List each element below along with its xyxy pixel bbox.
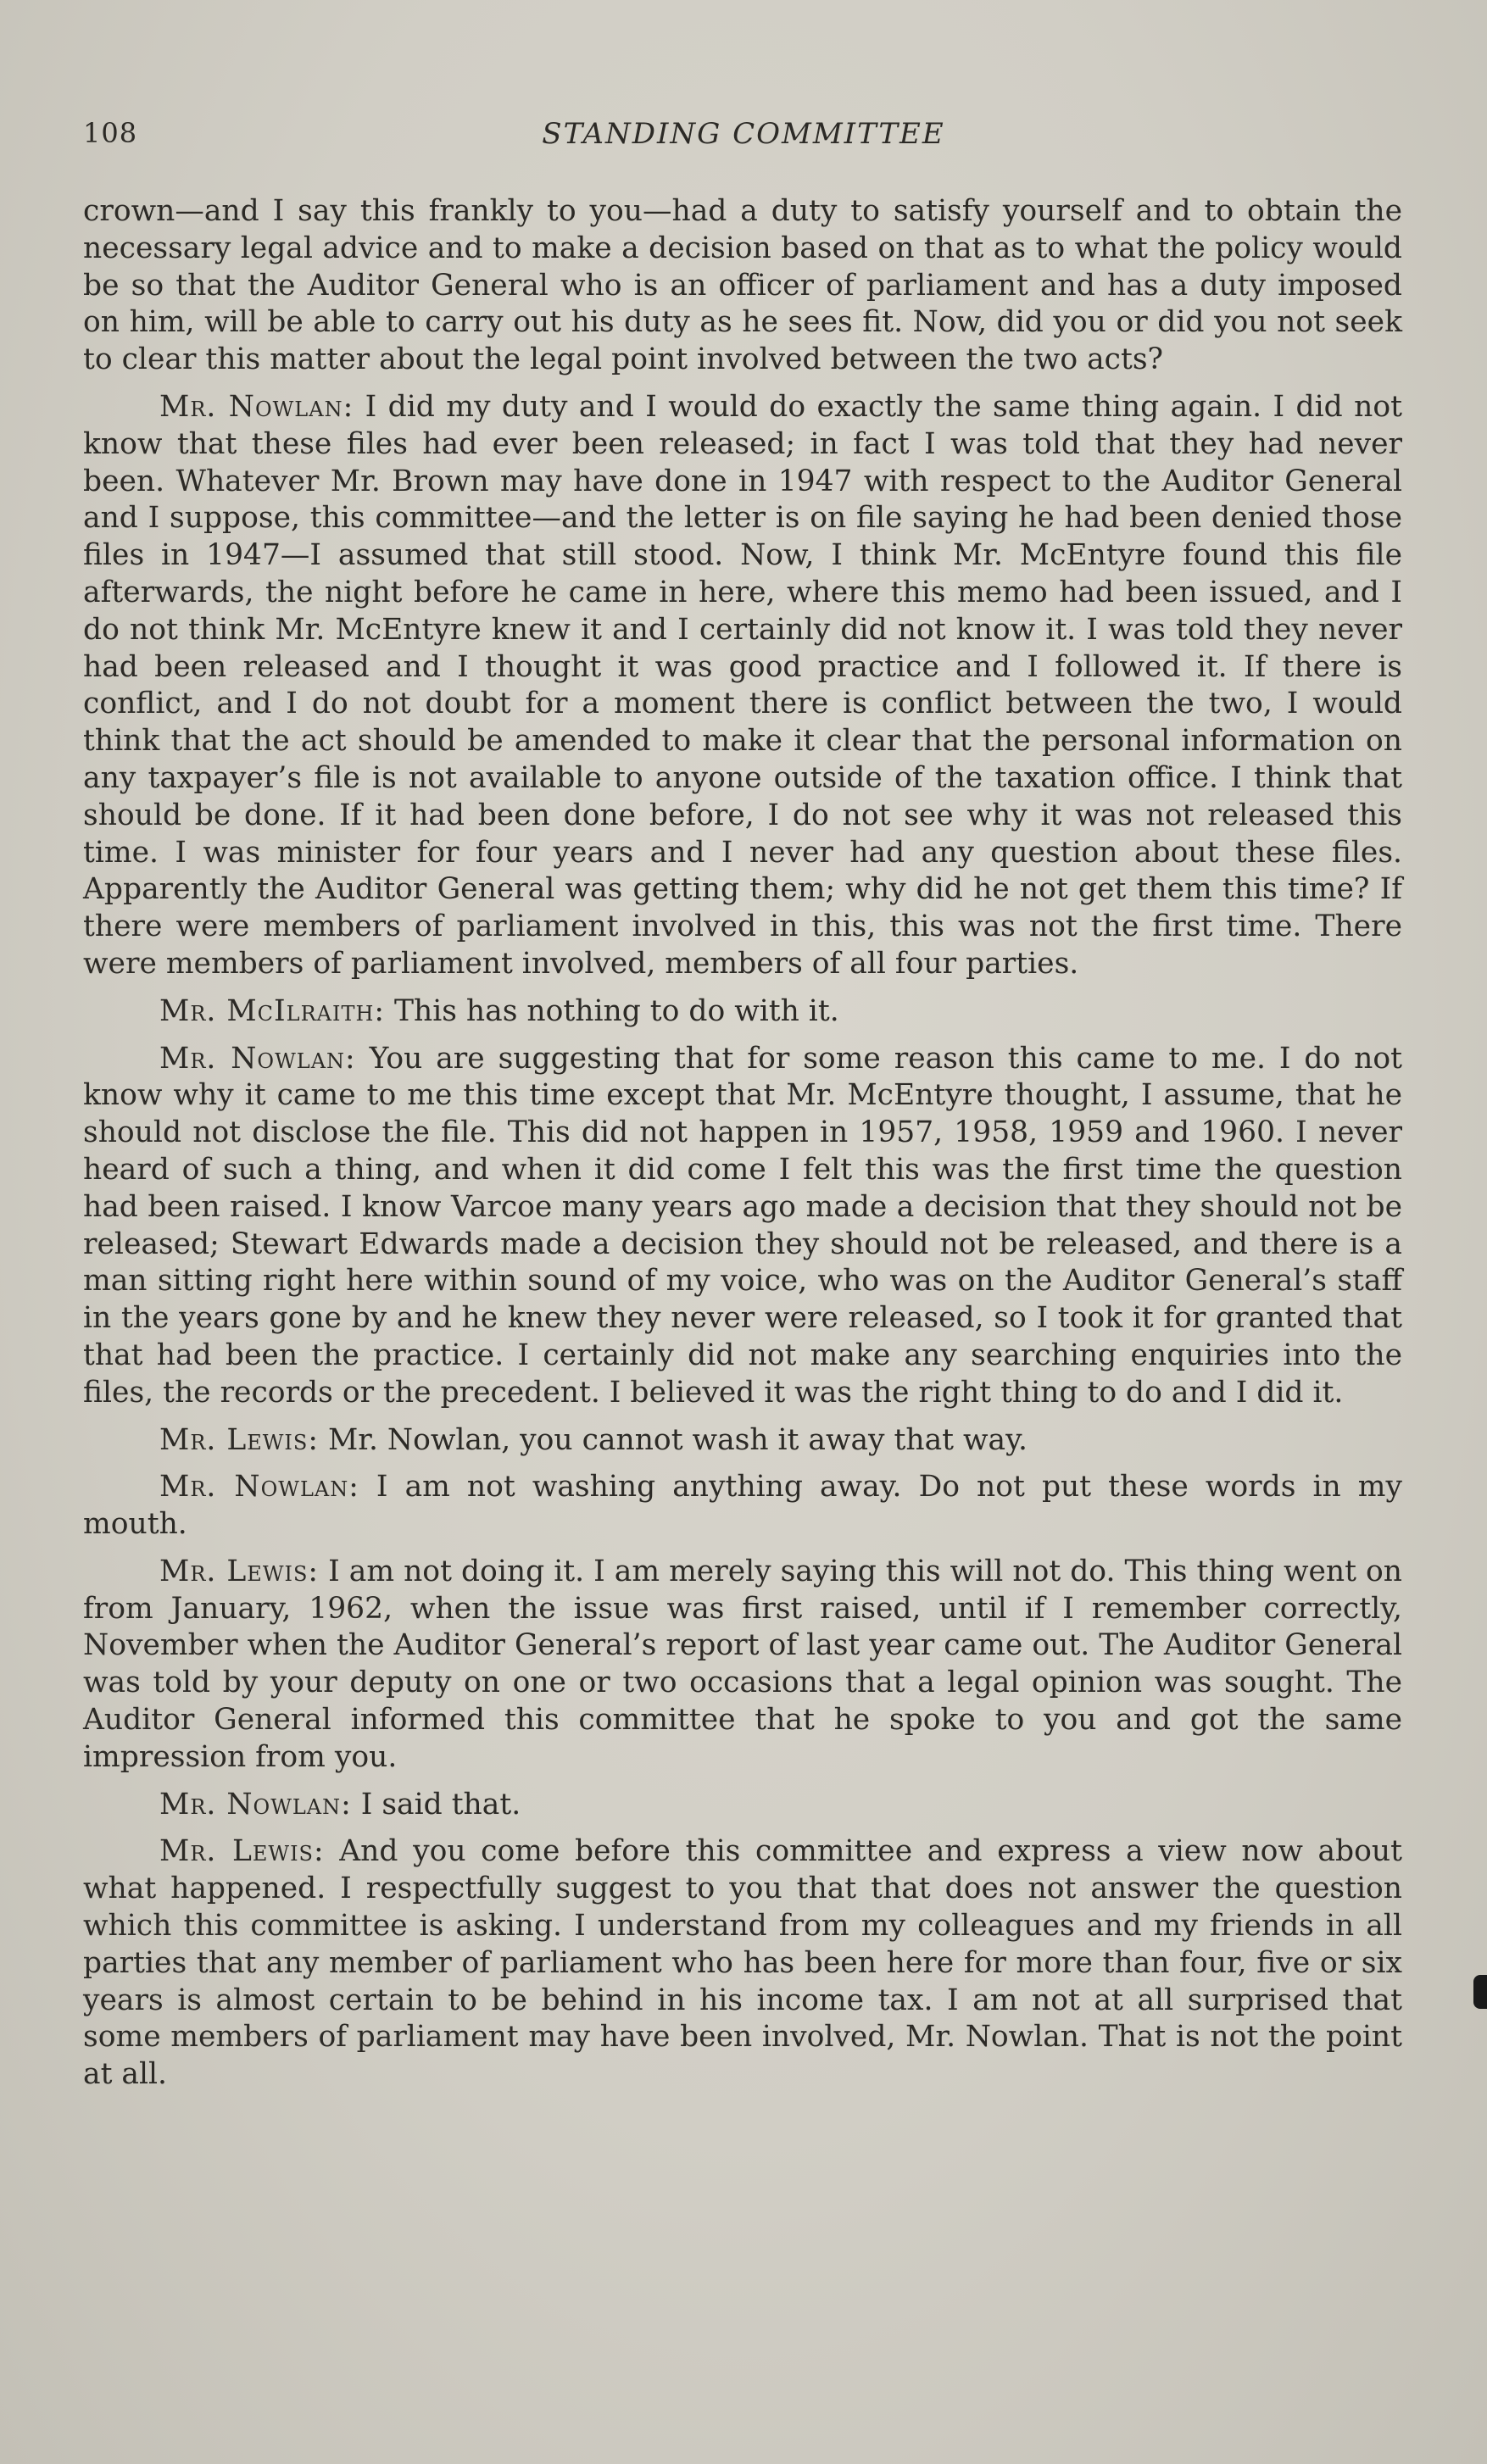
speech-text: I did my duty and I would do exactly the same thing again. I did not know that these files had ever been released; in fact I was told that they had never been. Whatever Mr. Brown may have done in 1947 with respect to the Auditor General and I suppose, this committee—and the letter is on file saying he had been denied those files in 1947—I assumed that still stood. Now, I think Mr. McEntyre found this file afterwards, the night before he came in here, where this memo had been issued, and I do not think Mr. McEntyre knew it and I certainly did not know it. I was told they never had been released and I thought it was good practice and I followed it. If there is conflict, and I do not doubt for a moment there is conflict between the two, I would think that the act should be amended to make it clear that the personal information on any taxpayer’s file is not available to anyone outside of the taxation office. I think that should be done. If it had been done before, I do not see why it was not released this time. I was minister for four years and I never had any question about these files. Apparently the Auditor General was getting them; why did he not get them this time? If there were members of parliament involved in this, this was not the first time. There were members of parliament involved, members of all four parties. [83,389,1402,981]
speaker-name: Mr. Nowlan: [159,1041,356,1076]
speech-paragraph [83,1787,1402,1824]
transcript-body [83,193,1402,2104]
speech-paragraph [83,1422,1402,1460]
speaker-name: Mr. Lewis: [159,1834,325,1869]
speech-paragraph [83,389,1402,983]
speech-text: This has nothing to do with it. [394,993,839,1028]
margin-ink-mark [1473,1975,1487,2009]
speaker-name: Mr. Nowlan: [159,389,354,424]
speech-text: Mr. Nowlan, you cannot wash it away that way. [327,1422,1028,1457]
page-header [83,117,1404,154]
speech-paragraph [83,1833,1402,2094]
speech-text: I said that. [360,1787,521,1822]
page-number: 108 [83,117,138,149]
speaker-name: Mr. Nowlan: [159,1470,359,1505]
speech-paragraph [83,1554,1402,1777]
speaker-name: Mr. Lewis: [159,1554,320,1588]
speech-paragraph [83,1041,1402,1412]
speech-text: I am not washing anything away. Do not put these words in my mouth. [83,1470,1402,1542]
speech-text: You are suggesting that for some reason this came to me. I do not know why it came to me this time except that Mr. McEntyre thought, I assume, that he should not disclose the file. This did not happen in 1957, 1958, 1959 and 1960. I never heard of such a thing, and when it did come I felt this was the first time the question had been raised. I know Varcoe many years ago made a decision that they should not be released; Stewart Edwards made a decision they should not be released, and there is a man sitting right here within sound of my voice, who was on the Auditor General’s staff in the years gone by and he knew they never were released, so I took it for granted that that had been the practice. I certainly did not make any searching enquiries into the files, the records or the precedent. I believed it was the right thing to do and I did it. [83,1041,1402,1410]
speech-paragraph [83,1469,1402,1543]
speech-text: I am not doing it. I am merely saying this will not do. This thing went on from January, 1962, when the issue was first raised, until if I remember correctly, November when the Auditor General’s report of last year came out. The Auditor General was told by your deputy on one or two occasions that a legal opinion was sought. The Auditor General informed this committee that he spoke to you and got the same impression from you. [83,1554,1402,1774]
speech-text: And you come before this committee and express a view now about what happened. I respectfully suggest to you that that does not answer the question which this committee is asking. I understand from my colleagues and my friends in all parties that any member of parliament who has been here for more than four, five or six years is almost certain to be behind in his income tax. I am not at all surprised that some members of parliament may have been involved, Mr. Nowlan. That is not the point at all. [83,1834,1403,2092]
speaker-name: Mr. Nowlan: [159,1787,352,1822]
speaker-name: Mr. Lewis: [159,1422,319,1457]
running-head: STANDING COMMITTEE [542,117,945,151]
paragraph-continued [83,193,1402,379]
speaker-name: Mr. McIlraith: [159,993,386,1028]
paragraph-text: crown—and I say this frankly to you—had a duty to satisfy yourself and to obtain the necessary legal advice and to make a decision based on that as to what the policy would be so that the Auditor General who is an officer of parliament and has a duty imposed on him, will be able to carry out his duty as he sees fit. Now, did you or did you not seek to clear this matter about the legal point involved between the two acts? [83,194,1402,377]
speech-paragraph [83,993,1402,1031]
